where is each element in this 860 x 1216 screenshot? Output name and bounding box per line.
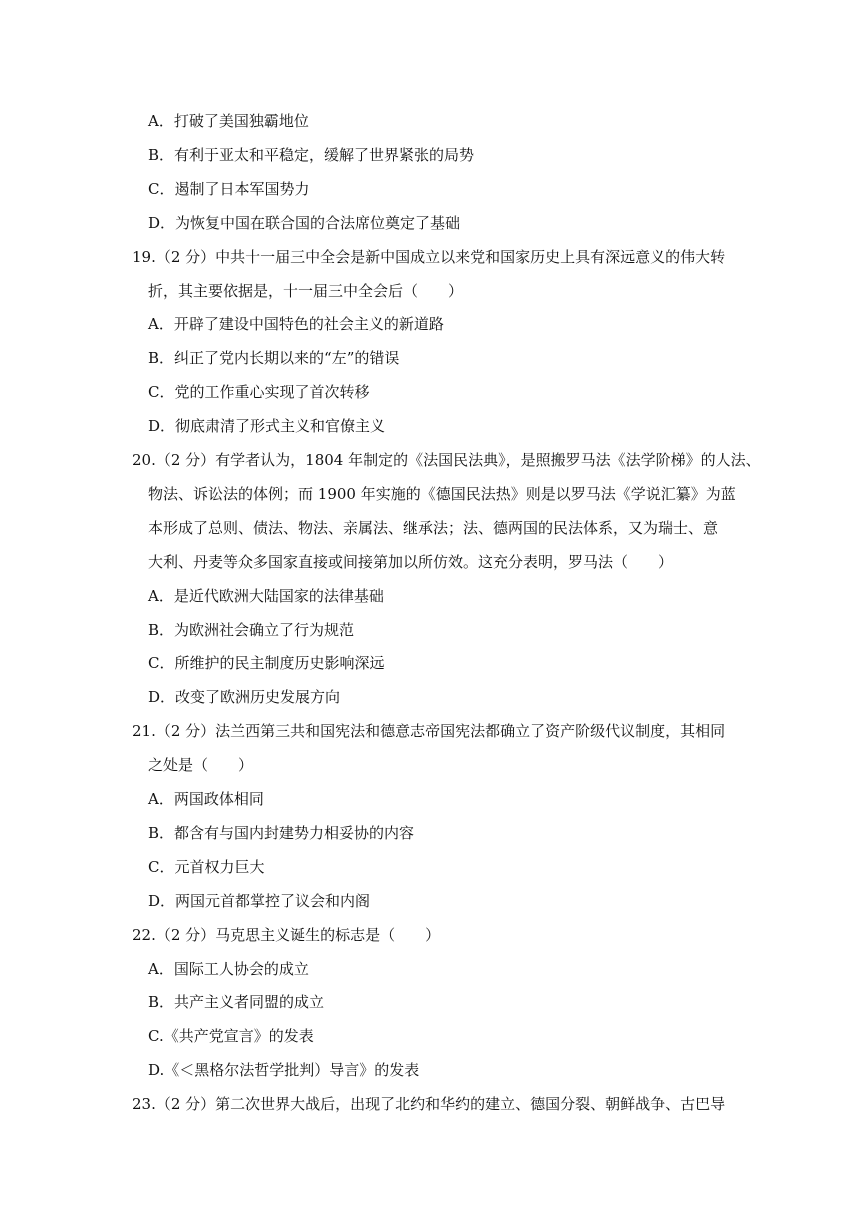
answer-option: B．都含有与国内封建势力相妥协的内容	[148, 824, 415, 842]
question-stem-continuation: 折，其主要依据是，十一届三中全会后（ ）	[148, 282, 464, 300]
question-stem-continuation: 本形成了总则、债法、物法、亲属法、继承法；法、德两国的民法体系，又为瑞士、意	[148, 519, 719, 537]
answer-option: A．是近代欧洲大陆国家的法律基础	[148, 587, 384, 605]
answer-option: D．彻底肃清了形式主义和官僚主义	[148, 417, 386, 435]
question-stem-continuation: 物法、诉讼法的体例；而 1900 年实施的《德国民法热》则是以罗马法《学说汇纂》为蓝	[148, 485, 736, 503]
answer-option: D.《＜黑格尔法哲学批判）导言》的发表	[148, 1061, 420, 1079]
answer-option: A．两国政体相同	[148, 790, 264, 808]
answer-option: A．开辟了建设中国特色的社会主义的新道路	[148, 315, 444, 333]
question-stem: 23.（2 分）第二次世界大战后，出现了北约和华约的建立、德国分裂、朝鲜战争、古巴导	[132, 1095, 726, 1113]
answer-option: B．为欧洲社会确立了行为规范	[148, 621, 355, 639]
question-stem: 19.（2 分）中共十一届三中全会是新中国成立以来党和国家历史上具有深远意义的伟大转	[132, 248, 726, 266]
answer-option: C．所维护的民主制度历史影响深远	[148, 654, 385, 672]
answer-option: D．改变了欧洲历史发展方向	[148, 688, 341, 706]
answer-option: C．遏制了日本军国势力	[148, 180, 310, 198]
answer-option: C．元首权力巨大	[148, 858, 265, 876]
answer-option: B．共产主义者同盟的成立	[148, 993, 325, 1011]
question-stem: 21.（2 分）法兰西第三共和国宪法和德意志帝国宪法都确立了资产阶级代议制度，其相同	[132, 722, 726, 740]
answer-option: A．打破了美国独霸地位	[148, 112, 309, 130]
answer-option: A．国际工人协会的成立	[148, 960, 309, 978]
answer-option: B．纠正了党内长期以来的“左”的错误	[148, 349, 400, 367]
question-stem: 22.（2 分）马克思主义诞生的标志是（ ）	[132, 926, 441, 944]
answer-option: C．党的工作重心实现了首次转移	[148, 383, 370, 401]
answer-option: D．两国元首都掌控了议会和内阁	[148, 892, 371, 910]
question-stem-continuation: 大利、丹麦等众多国家直接或间接第加以所仿效。这充分表明，罗马法（ ）	[148, 553, 674, 571]
answer-option: B．有利于亚太和平稳定，缓解了世界紧张的局势	[148, 146, 475, 164]
answer-option: D．为恢复中国在联合国的合法席位奠定了基础	[148, 214, 461, 232]
question-stem-continuation: 之处是（ ）	[148, 756, 254, 774]
answer-option: C.《共产党宣言》的发表	[148, 1027, 314, 1045]
question-stem: 20.（2 分）有学者认为，1804 年制定的《法国民法典》，是照搬罗马法《法学阶梯》的人法、	[132, 451, 761, 469]
